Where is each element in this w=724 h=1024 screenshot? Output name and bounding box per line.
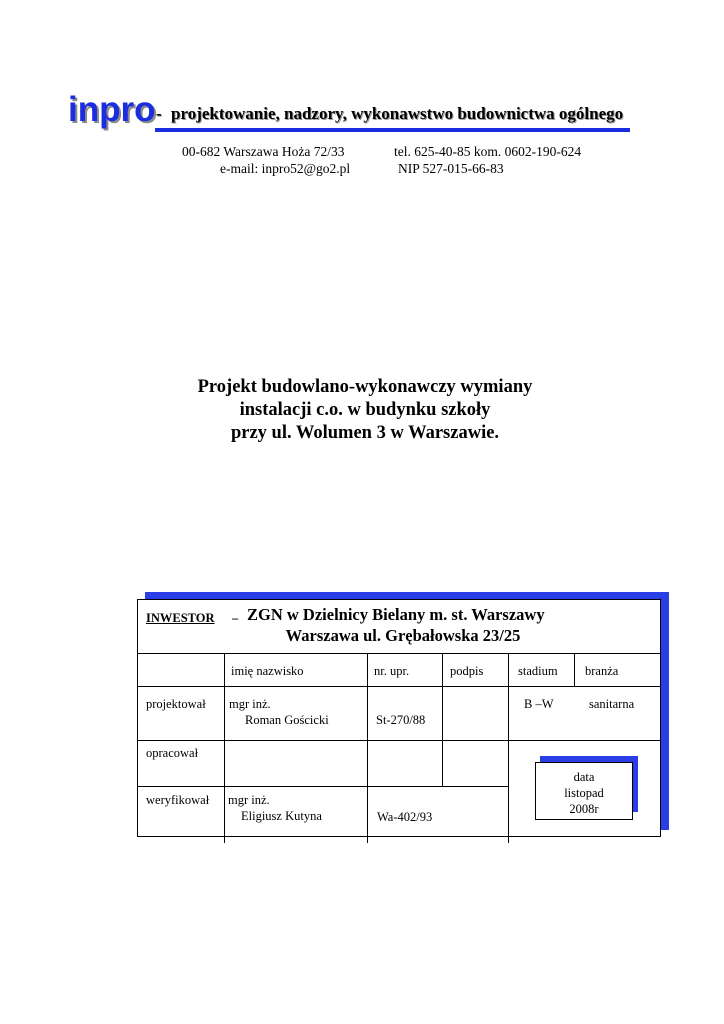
date-year: 2008r: [569, 802, 599, 816]
designer-title: mgr inż.: [229, 697, 271, 711]
branch-value: sanitarna: [589, 697, 635, 711]
date-month: listopad: [564, 786, 604, 800]
stage-value: B –W: [524, 697, 554, 711]
investor-dash: –: [232, 611, 239, 625]
header-name: imię nazwisko: [231, 664, 304, 678]
table-column-rule: [508, 653, 509, 843]
investor-address: [138, 626, 660, 646]
company-header: [68, 90, 630, 134]
verifier-license: Wa-402/93: [377, 810, 433, 824]
project-title: [140, 376, 590, 445]
table-rule: [138, 653, 660, 654]
title-line-1: Projekt budowlano-wykonawczy wymiany: [197, 377, 533, 397]
header-branch: branża: [585, 664, 619, 678]
table-column-rule: [574, 653, 575, 686]
table-rule: [138, 686, 660, 687]
title-line-3: przy ul. Wolumen 3 w Warszawie.: [230, 423, 500, 443]
title-block-table: [137, 599, 661, 837]
investor-address-text: Warszawa ul. Grębałowska 23/25: [285, 626, 521, 645]
company-address: 00-682 Warszawa Hoża 72/33: [182, 144, 345, 159]
header-rule: [155, 128, 630, 132]
role-verified: weryfikował: [146, 793, 210, 807]
title-line-2: instalacji c.o. w budynku szkoły: [239, 400, 491, 420]
table-column-rule: [367, 653, 368, 843]
role-prepared: opracował: [146, 746, 199, 760]
company-nip: NIP 527-015-66-83: [398, 161, 504, 176]
designer-name: Roman Gościcki: [245, 713, 329, 727]
company-tagline: projektowanie, nadzory, wykonawstwo budownictwa ogólnego: [171, 104, 624, 123]
verifier-name: Eligiusz Kutyna: [241, 809, 322, 823]
date-label: data: [573, 770, 595, 784]
role-designed: projektował: [146, 697, 206, 711]
header-license: nr. upr.: [374, 664, 410, 678]
company-logo: inpro: [68, 90, 156, 129]
date-box: [535, 762, 633, 820]
company-phone: tel. 625-40-85 kom. 0602-190-624: [394, 144, 582, 159]
table-rule: [138, 740, 660, 741]
logo-dash: -: [156, 104, 162, 123]
designer-license: St-270/88: [376, 713, 426, 727]
verifier-title: mgr inż.: [228, 793, 270, 807]
company-email: e-mail: inpro52@go2.pl: [220, 161, 351, 176]
investor-name: ZGN w Dzielnicy Bielany m. st. Warszawy: [247, 605, 545, 624]
table-column-rule: [442, 653, 443, 786]
header-stage: stadium: [518, 664, 558, 678]
table-rule: [138, 786, 508, 787]
header-signature: podpis: [450, 664, 484, 678]
table-column-rule: [224, 653, 225, 843]
investor-label: INWESTOR: [146, 611, 215, 625]
